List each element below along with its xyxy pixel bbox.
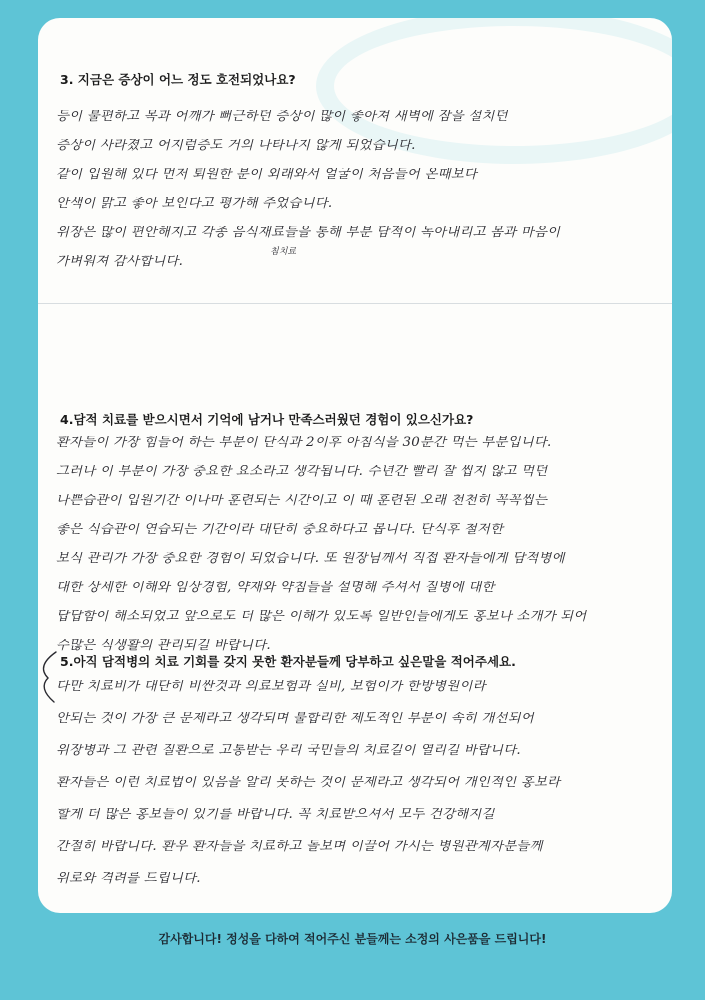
answer-line: 안색이 맑고 좋아 보인다고 평가해 주었습니다. [56, 197, 333, 211]
answer-line: 좋은 식습관이 연습되는 기간이라 대단히 중요하다고 봅니다. 단식후 철저한 [56, 523, 504, 537]
answer-line: 그러나 이 부분이 가장 중요한 요소라고 생각됩니다. 수년간 빨리 잘 씹지 않고 먹던 [56, 465, 548, 479]
answer-line: 환자들은 이런 치료법이 있음을 알리 못하는 것이 문제라고 생각되어 개인적인 홍보라 [56, 776, 561, 790]
answer-line: 등이 불편하고 목과 어깨가 뻐근하던 증상이 많이 좋아져 새벽에 잠을 설치던 [56, 110, 508, 124]
answer-line: 증상이 사라졌고 어지럼증도 거의 나타나지 않게 되었습니다. [56, 139, 416, 153]
answer-line: 답답함이 해소되었고 앞으로도 더 많은 이해가 있도록 일반인들에게도 홍보나 소개가 되어 [56, 610, 587, 624]
answer-line: 같이 입원해 있다 먼저 퇴원한 분이 외래와서 얼굴이 처음들어 온때보다 [56, 168, 478, 182]
section-divider [38, 303, 672, 304]
answer-line: 간절히 바랍니다. 환우 환자들을 치료하고 돌보며 이끌어 가시는 병원관계자분들께 [56, 840, 543, 854]
annotation-note: 침치료 [270, 247, 297, 257]
answer-line: 보식 관리가 가장 중요한 경험이 되었습니다. 또 원장님께서 직접 환자들에게 담적병에 [56, 552, 565, 566]
answer-line: 나쁜습관이 입원기간 이나마 훈련되는 시간이고 이 때 훈련된 오래 천천히 꼭꼭씹는 [56, 494, 548, 508]
question-4-answer [56, 436, 656, 668]
question-5-title: 5.아직 담적병의 치료 기회를 갖지 못한 환자분들께 당부하고 싶은말을 적어주세요. [60, 654, 516, 669]
answer-line: 안되는 것이 가장 큰 문제라고 생각되며 불합리한 제도적인 부분이 속히 개선되어 [56, 712, 535, 726]
question-3-answer [56, 110, 656, 284]
question-5-answer [56, 680, 656, 904]
answer-line: 수많은 식생활의 관리되길 바랍니다. [56, 639, 271, 653]
answer-line: 위장은 많이 편안해지고 각종 음식재료들을 통해 부분 담적이 녹아내리고 몸과 마음이 [56, 226, 561, 240]
answer-line: 환자들이 가장 힘들어 하는 부분이 단식과 2이후 아침식을 30분간 먹는 부분입니다. [56, 436, 552, 450]
question-4-title: 4.담적 치료를 받으시면서 기억에 남거나 만족스러웠던 경험이 있으신가요? [60, 412, 474, 427]
footer-thanks: 감사합니다! 정성을 다하여 적어주신 분들께는 소정의 사은품을 드립니다! [158, 932, 547, 946]
answer-line: 대한 상세한 이해와 임상경험, 약재와 약침들을 설명해 주셔서 질병에 대한 [56, 581, 495, 595]
answer-line: 할게 더 많은 홍보들이 있기를 바랍니다. 꼭 치료받으셔서 모두 건강해지길 [56, 808, 495, 822]
handwritten-arrow-icon [38, 648, 60, 708]
answer-line: 다만 치료비가 대단히 비싼것과 의료보험과 실비, 보험이가 한방병원이라 [56, 680, 486, 694]
question-3-title: 3. 지금은 증상이 어느 정도 호전되었나요? [60, 72, 296, 87]
survey-sheet [38, 18, 672, 913]
answer-line: 가벼워져 감사합니다. [56, 255, 184, 269]
answer-line: 위로와 격려를 드립니다. [56, 872, 201, 886]
answer-line: 위장병과 그 관련 질환으로 고통받는 우리 국민들의 치료길이 열리길 바랍니다. [56, 744, 521, 758]
